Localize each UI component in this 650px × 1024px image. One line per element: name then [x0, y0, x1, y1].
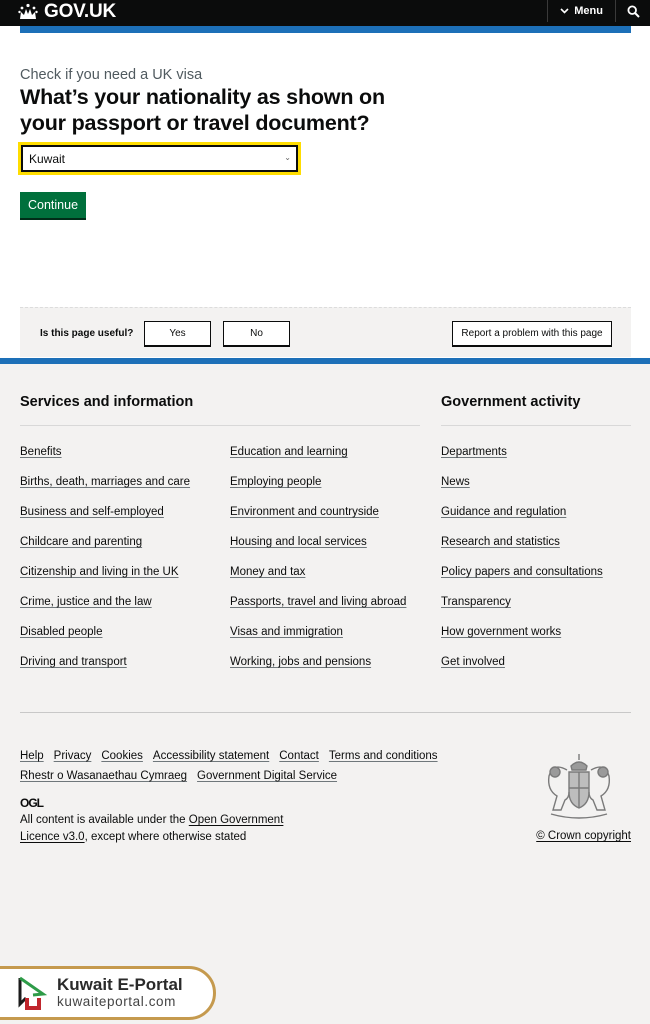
footer-link-research[interactable]: Research and statistics	[441, 536, 560, 548]
footer-blue-bar	[0, 358, 650, 364]
feedback-bar	[20, 307, 631, 357]
menu-button[interactable]	[548, 0, 615, 22]
main-content	[20, 67, 420, 218]
licence-suffix: , except where otherwise stated	[84, 831, 247, 843]
feedback-no-button[interactable]: No	[223, 321, 290, 347]
footer-link-business[interactable]: Business and self-employed	[20, 506, 164, 518]
licence-prefix: All content is available under the	[20, 814, 189, 826]
crown-copyright-link[interactable]: © Crown copyright	[536, 830, 631, 842]
divider	[441, 425, 631, 426]
footer-link-crime[interactable]: Crime, justice and the law	[20, 596, 152, 608]
licence-text	[20, 812, 320, 846]
footer-meta-links	[20, 746, 500, 786]
watermark-badge	[0, 966, 216, 1020]
footer-link-how-government-works[interactable]: How government works	[441, 626, 562, 638]
meta-link-contact[interactable]: Contact	[279, 750, 319, 762]
royal-coat-of-arms-icon	[539, 752, 619, 824]
footer-link-driving[interactable]: Driving and transport	[20, 656, 127, 668]
report-problem-button[interactable]: Report a problem with this page	[452, 321, 612, 347]
page-caption: Check if you need a UK visa	[20, 67, 203, 83]
meta-link-privacy[interactable]: Privacy	[53, 750, 92, 762]
govuk-logo-link[interactable]	[18, 0, 116, 24]
divider	[20, 712, 631, 713]
divider	[20, 425, 420, 426]
footer-link-childcare[interactable]: Childcare and parenting	[20, 536, 143, 548]
footer-link-housing[interactable]: Housing and local services	[230, 536, 367, 548]
watermark-url: kuwaiteportal.com	[57, 994, 176, 1009]
watermark-text	[57, 976, 183, 1010]
nationality-select-value: Kuwait	[29, 151, 66, 166]
chevron-down-icon	[560, 6, 569, 16]
crown-icon	[18, 3, 38, 21]
page-top	[0, 0, 650, 280]
logo-text: GOV.UK	[44, 1, 117, 22]
chevron-down-icon: ⌄	[284, 153, 291, 162]
footer-link-money[interactable]: Money and tax	[230, 566, 306, 578]
footer-link-citizenship[interactable]: Citizenship and living in the UK	[20, 566, 179, 578]
footer-link-transparency[interactable]: Transparency	[441, 596, 511, 608]
footer-link-benefits[interactable]: Benefits	[20, 446, 62, 458]
search-icon	[627, 5, 640, 18]
footer-link-visas[interactable]: Visas and immigration	[230, 626, 343, 638]
footer-link-environment[interactable]: Environment and countryside	[230, 506, 379, 518]
meta-link-gds[interactable]: Government Digital Service	[197, 770, 338, 782]
footer-link-education[interactable]: Education and learning	[230, 446, 348, 458]
footer-link-births[interactable]: Births, death, marriages and care	[20, 476, 191, 488]
meta-link-welsh-services[interactable]: Rhestr o Wasanaethau Cymraeg	[20, 770, 188, 782]
footer-link-disabled[interactable]: Disabled people	[20, 626, 103, 638]
menu-label: Menu	[574, 5, 603, 17]
cursor-logo-icon	[17, 976, 49, 1010]
licence-link[interactable]: Open Government Licence v3.0	[20, 814, 284, 843]
services-heading: Services and information	[20, 394, 194, 410]
feedback-yes-button[interactable]: Yes	[144, 321, 211, 347]
header-blue-bar	[20, 26, 631, 33]
footer-link-get-involved[interactable]: Get involved	[441, 656, 505, 668]
meta-link-help[interactable]: Help	[20, 750, 44, 762]
footer-link-guidance[interactable]: Guidance and regulation	[441, 506, 567, 518]
feedback-section	[0, 280, 650, 360]
footer-link-news[interactable]: News	[441, 476, 470, 488]
government-heading: Government activity	[441, 394, 581, 410]
meta-link-accessibility[interactable]: Accessibility statement	[152, 750, 270, 762]
continue-button[interactable]: Continue	[20, 192, 86, 218]
meta-link-cookies[interactable]: Cookies	[101, 750, 143, 762]
meta-link-terms[interactable]: Terms and conditions	[328, 750, 438, 762]
feedback-question: Is this page useful?	[40, 328, 134, 339]
footer-link-passports[interactable]: Passports, travel and living abroad	[230, 596, 407, 608]
watermark-title: Kuwait E-Portal	[57, 975, 183, 994]
footer-link-employing[interactable]: Employing people	[230, 476, 322, 488]
footer-link-policy[interactable]: Policy papers and consultations	[441, 566, 603, 578]
page-title: What’s your nationality as shown on your passport or travel document?	[20, 85, 385, 135]
govuk-header	[0, 0, 650, 26]
search-button[interactable]	[616, 0, 650, 22]
nationality-select[interactable]	[21, 145, 298, 172]
footer-link-departments[interactable]: Departments	[441, 446, 507, 458]
footer-link-working[interactable]: Working, jobs and pensions	[230, 656, 372, 668]
ogl-logo: OGL	[20, 796, 43, 810]
